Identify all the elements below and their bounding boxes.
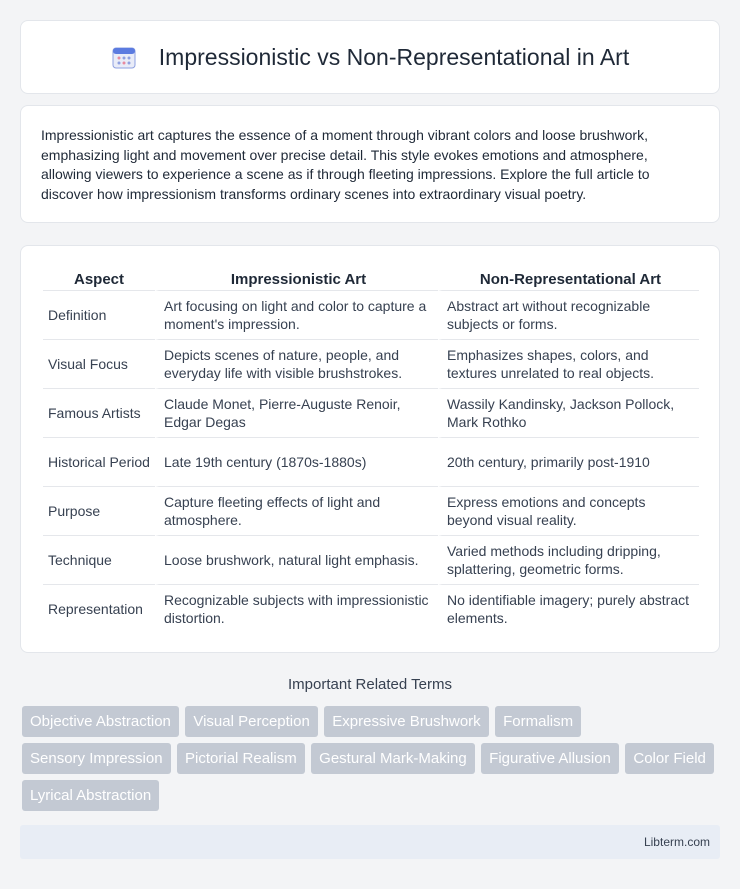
header-impressionistic: Impressionistic Art <box>155 264 438 290</box>
related-term-tag[interactable]: Lyrical Abstraction <box>22 780 159 811</box>
aspect-cell: Purpose <box>43 486 155 535</box>
impressionistic-cell: Art focusing on light and color to capture a moment's impression. <box>155 290 438 339</box>
table-row <box>43 584 699 633</box>
related-term-tag[interactable]: Visual Perception <box>185 706 317 737</box>
non-representational-cell: Varied methods including dripping, splattering, geometric forms. <box>438 535 699 584</box>
table-header-row <box>43 264 699 290</box>
related-term-tag[interactable]: Gestural Mark-Making <box>311 743 475 774</box>
aspect-cell: Visual Focus <box>43 339 155 388</box>
aspect-cell: Famous Artists <box>43 388 155 437</box>
intro-text: Impressionistic art captures the essence of a moment through vibrant colors and loose brushwork, emphasizing light and movement over precise detail. This style evokes emotions and atmosphere, allowing viewers to experience a scene as if through fleeting impressions. Explore the full article to discover how impressionism transforms ordinary scenes into extraordinary visual poetry. <box>41 127 650 202</box>
related-terms-title: Important Related Terms <box>288 676 452 693</box>
comparison-table <box>43 264 699 633</box>
related-terms-list <box>22 706 722 817</box>
related-term-tag[interactable]: Objective Abstraction <box>22 706 179 737</box>
aspect-cell: Definition <box>43 290 155 339</box>
related-term-tag[interactable]: Pictorial Realism <box>177 743 305 774</box>
non-representational-cell: Wassily Kandinsky, Jackson Pollock, Mark Rothko <box>438 388 699 437</box>
aspect-cell: Representation <box>43 584 155 633</box>
table-row <box>43 388 699 437</box>
calendar-icon <box>111 44 137 70</box>
aspect-cell: Technique <box>43 535 155 584</box>
title-card <box>20 20 720 94</box>
non-representational-cell: No identifiable imagery; purely abstract elements. <box>438 584 699 633</box>
footer-site-link[interactable]: Libterm.com <box>643 835 710 849</box>
non-representational-cell: 20th century, primarily post-1910 <box>438 437 699 486</box>
intro-card <box>20 105 720 223</box>
table-row <box>43 290 699 339</box>
header-aspect: Aspect <box>73 270 125 288</box>
non-representational-cell: Emphasizes shapes, colors, and textures unrelated to real objects. <box>438 339 699 388</box>
related-term-tag[interactable]: Expressive Brushwork <box>324 706 488 737</box>
aspect-cell: Historical Period <box>43 437 155 486</box>
impressionistic-cell: Late 19th century (1870s-1880s) <box>155 437 438 486</box>
comparison-card <box>20 245 720 653</box>
impressionistic-cell: Recognizable subjects with impressionistic distortion. <box>155 584 438 633</box>
page-title: Impressionistic vs Non-Representational in Art <box>158 43 630 70</box>
impressionistic-cell: Depicts scenes of nature, people, and everyday life with visible brushstrokes. <box>155 339 438 388</box>
table-row <box>43 339 699 388</box>
related-term-tag[interactable]: Formalism <box>495 706 581 737</box>
non-representational-cell: Abstract art without recognizable subjects or forms. <box>438 290 699 339</box>
table-row <box>43 437 699 486</box>
non-representational-cell: Express emotions and concepts beyond visual reality. <box>438 486 699 535</box>
footer <box>20 825 720 859</box>
impressionistic-cell: Claude Monet, Pierre-Auguste Renoir, Edgar Degas <box>155 388 438 437</box>
impressionistic-cell: Loose brushwork, natural light emphasis. <box>155 535 438 584</box>
related-term-tag[interactable]: Color Field <box>625 743 714 774</box>
related-term-tag[interactable]: Sensory Impression <box>22 743 171 774</box>
table-row <box>43 535 699 584</box>
related-term-tag[interactable]: Figurative Allusion <box>481 743 619 774</box>
header-non-representational: Non-Representational Art <box>438 264 699 290</box>
table-row <box>43 486 699 535</box>
impressionistic-cell: Capture fleeting effects of light and atmosphere. <box>155 486 438 535</box>
